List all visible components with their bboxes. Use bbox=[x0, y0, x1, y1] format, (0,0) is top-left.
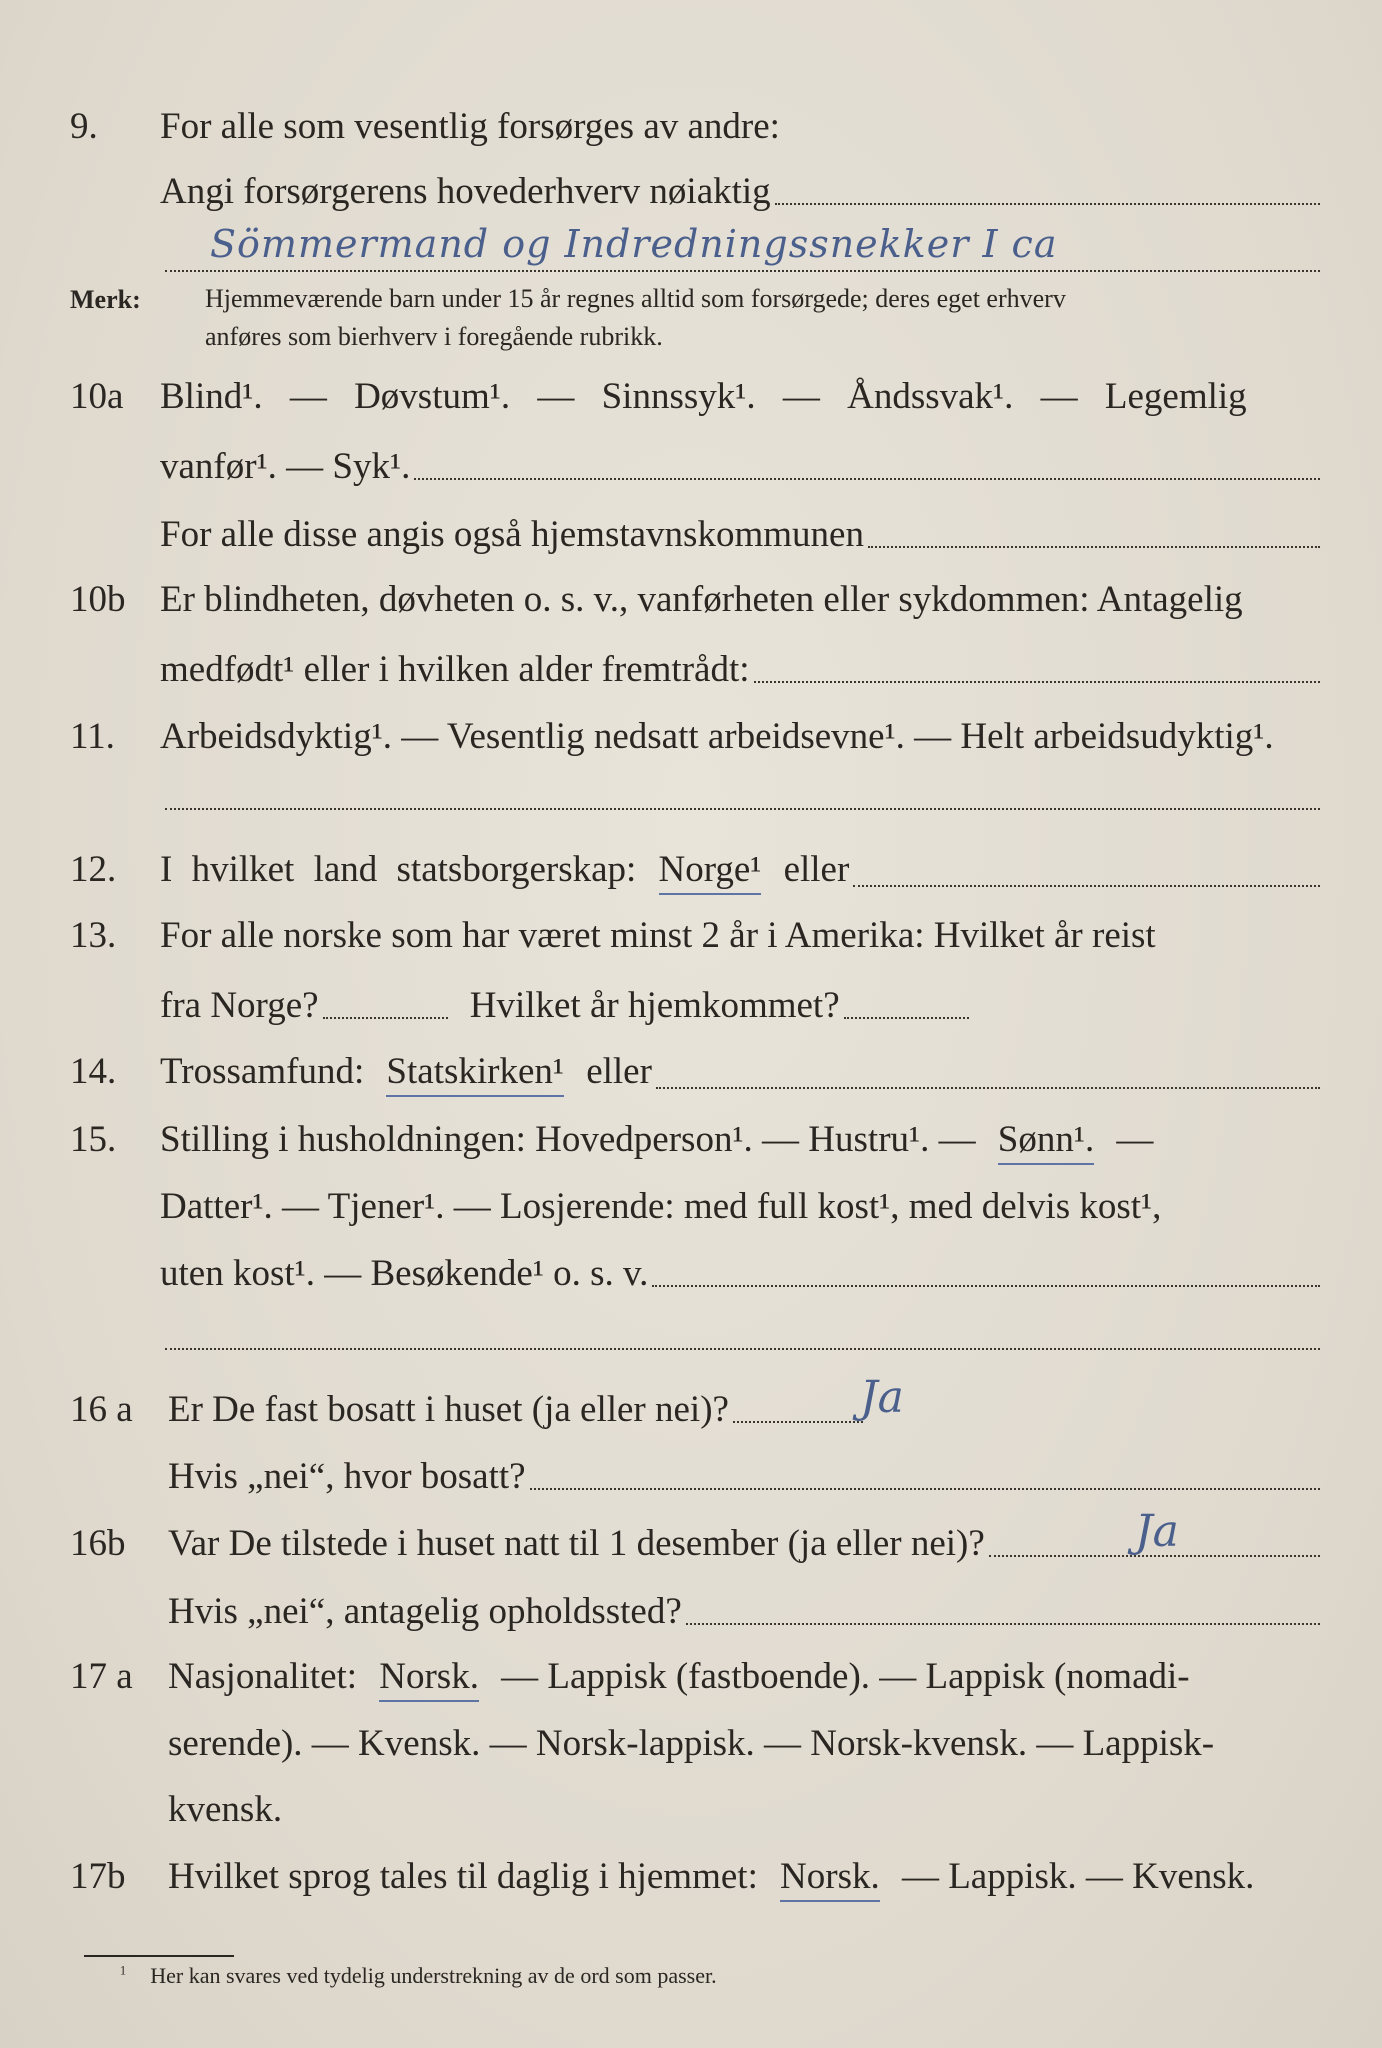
q14-answer-statskirken[interactable]: Statskirken¹ bbox=[386, 1050, 564, 1097]
q15-extra-fill-line[interactable] bbox=[165, 1348, 1320, 1350]
q17b-number: 17b bbox=[70, 1856, 126, 1897]
q15-text-2: Datter¹. — Tjener¹. — Losjerende: med full kost¹, med delvis kost¹, bbox=[160, 1186, 1162, 1227]
merk-label: Merk: bbox=[70, 285, 141, 314]
q10a-number: 10a bbox=[70, 376, 124, 417]
q15-line2 bbox=[160, 1185, 1320, 1228]
footnote-mark: 1 bbox=[120, 1963, 127, 1978]
q13-number: 13. bbox=[70, 915, 117, 956]
q10a-text-3: For alle disse angis også hjemstavnskommunen bbox=[160, 514, 864, 555]
q13-reist-fill[interactable] bbox=[323, 1016, 448, 1019]
q16b-text-2: Hvis „nei“, antagelig opholdssted? bbox=[168, 1591, 682, 1632]
q14-fill-line[interactable] bbox=[656, 1086, 1320, 1089]
q10a-hjemstavn-fill[interactable] bbox=[868, 545, 1320, 548]
q17b-text-1c: — Lappisk. — Kvensk. bbox=[901, 1856, 1255, 1897]
q14-number: 14. bbox=[70, 1051, 117, 1092]
q17a-answer-norsk[interactable]: Norsk. bbox=[379, 1655, 479, 1702]
merk-note bbox=[205, 280, 1320, 356]
q10a-line1 bbox=[160, 375, 1320, 418]
q9-answer-line bbox=[165, 270, 1320, 272]
q11-text-1: Arbeidsdyktig¹. — Vesentlig nedsatt arbeidsevne¹. — Helt arbeidsudyktig¹. bbox=[160, 716, 1274, 757]
q9-line1 bbox=[160, 105, 1320, 148]
q17a-line3 bbox=[168, 1788, 1320, 1831]
q16a-bosatt-fill[interactable] bbox=[530, 1487, 1320, 1490]
q10a-fill-line[interactable] bbox=[414, 477, 1320, 480]
q9-text-2: Angi forsørgerens hovederhverv nøiaktig bbox=[160, 171, 771, 212]
q13-hjemkommet-fill[interactable] bbox=[844, 1016, 969, 1019]
q16a-number: 16 a bbox=[70, 1389, 133, 1430]
q16a-text-2: Hvis „nei“, hvor bosatt? bbox=[168, 1456, 526, 1497]
footnote bbox=[120, 1963, 717, 1989]
q10b-text-2: medfødt¹ eller i hvilken alder fremtrådt: bbox=[160, 649, 750, 690]
q16b-handwritten-answer: Ja bbox=[1135, 1506, 1179, 1557]
q16b-opholdssted-fill[interactable] bbox=[686, 1622, 1320, 1625]
q10b-line1 bbox=[160, 578, 1320, 621]
q11-line1 bbox=[160, 715, 1320, 758]
q12-number: 12. bbox=[70, 849, 117, 890]
q15-number: 15. bbox=[70, 1119, 117, 1160]
q17a-text-1a: Nasjonalitet: bbox=[168, 1656, 358, 1697]
q16a-fill-line[interactable] bbox=[733, 1420, 863, 1423]
q10b-text-1: Er blindheten, døvheten o. s. v., vanførheten eller sykdommen: Antagelig bbox=[160, 579, 1243, 620]
q15-text-1a: Stilling i husholdningen: Hovedperson¹. — Hustru¹. — bbox=[160, 1119, 976, 1160]
q16b-line2 bbox=[168, 1590, 1320, 1633]
q15-text-1c: — bbox=[1116, 1119, 1154, 1160]
q14-prefix: Trossamfund: bbox=[160, 1051, 365, 1092]
footnote-text: Her kan svares ved tydelig understrekning av de ord som passer. bbox=[150, 1963, 717, 1988]
q15-line3 bbox=[160, 1252, 1320, 1295]
q15-answer-sonn[interactable]: Sønn¹. bbox=[998, 1118, 1094, 1165]
q17b-line1 bbox=[168, 1855, 1320, 1902]
q12-suffix: eller bbox=[783, 849, 850, 890]
q12-line bbox=[160, 848, 1320, 895]
q10a-text-1: Blind¹. — Døvstum¹. — Sinnssyk¹. — Åndssvak¹. — Legemlig bbox=[160, 376, 1247, 417]
q10a-line2 bbox=[160, 445, 1320, 488]
q16b-number: 16b bbox=[70, 1523, 126, 1564]
q13-line2 bbox=[160, 984, 1320, 1027]
footnote-rule bbox=[84, 1955, 234, 1957]
q9-fill-line[interactable] bbox=[775, 202, 1320, 205]
q10b-fill-line[interactable] bbox=[754, 680, 1320, 683]
q12-answer-norge[interactable]: Norge¹ bbox=[659, 848, 762, 895]
q14-suffix: eller bbox=[586, 1051, 652, 1092]
q15-line1 bbox=[160, 1118, 1320, 1165]
q15-text-3: uten kost¹. — Besøkende¹ o. s. v. bbox=[160, 1253, 649, 1294]
q9-handwritten-answer: Sömmermand og Indredningssnekker I ca bbox=[210, 222, 1058, 266]
q13-text-2a: fra Norge? bbox=[160, 985, 319, 1026]
q16a-line1 bbox=[168, 1388, 1320, 1431]
q10a-line3 bbox=[160, 513, 1320, 556]
q17a-text-3: kvensk. bbox=[168, 1789, 283, 1830]
q17a-line1 bbox=[168, 1655, 1320, 1702]
q13-text-1: For alle norske som har været minst 2 år i Amerika: Hvilket år reist bbox=[160, 915, 1156, 956]
q13-line1 bbox=[160, 914, 1320, 957]
q17a-number: 17 a bbox=[70, 1656, 133, 1697]
q16a-line2 bbox=[168, 1455, 1320, 1498]
q11-fill-line[interactable] bbox=[165, 808, 1320, 810]
q15-fill-line[interactable] bbox=[652, 1284, 1320, 1287]
q9-line2 bbox=[160, 170, 1320, 213]
q12-prefix: I hvilket land statsborgerskap: bbox=[160, 849, 637, 890]
q17a-text-1c: — Lappisk (fastboende). — Lappisk (nomadi- bbox=[501, 1656, 1190, 1697]
q10b-number: 10b bbox=[70, 579, 126, 620]
q14-line bbox=[160, 1050, 1320, 1097]
q17a-line2 bbox=[168, 1722, 1320, 1765]
q17b-text-1a: Hvilket sprog tales til daglig i hjemmet: bbox=[168, 1856, 758, 1897]
q16b-text-1: Var De tilstede i huset natt til 1 desember (ja eller nei)? bbox=[168, 1523, 985, 1564]
merk-line1: Hjemmeværende barn under 15 år regnes alltid som forsørgede; deres eget erhverv bbox=[205, 284, 1066, 313]
merk-line2: anføres som bierhverv i foregående rubrikk. bbox=[205, 322, 663, 351]
q17b-answer-norsk[interactable]: Norsk. bbox=[780, 1855, 880, 1902]
q17a-text-2: serende). — Kvensk. — Norsk-lappisk. — Norsk-kvensk. — Lappisk- bbox=[168, 1723, 1215, 1764]
q16a-handwritten-answer: Ja bbox=[860, 1372, 904, 1423]
q13-text-2b: Hvilket år hjemkommet? bbox=[469, 985, 840, 1026]
q16a-text-1: Er De fast bosatt i huset (ja eller nei)? bbox=[168, 1389, 729, 1430]
q12-fill-line[interactable] bbox=[853, 884, 1320, 887]
q9-text-1: For alle som vesentlig forsørges av andre: bbox=[160, 106, 780, 147]
q11-number: 11. bbox=[70, 716, 115, 757]
q9-number: 9. bbox=[70, 106, 98, 147]
q10a-text-2: vanfør¹. — Syk¹. bbox=[160, 446, 411, 487]
q10b-line2 bbox=[160, 648, 1320, 691]
